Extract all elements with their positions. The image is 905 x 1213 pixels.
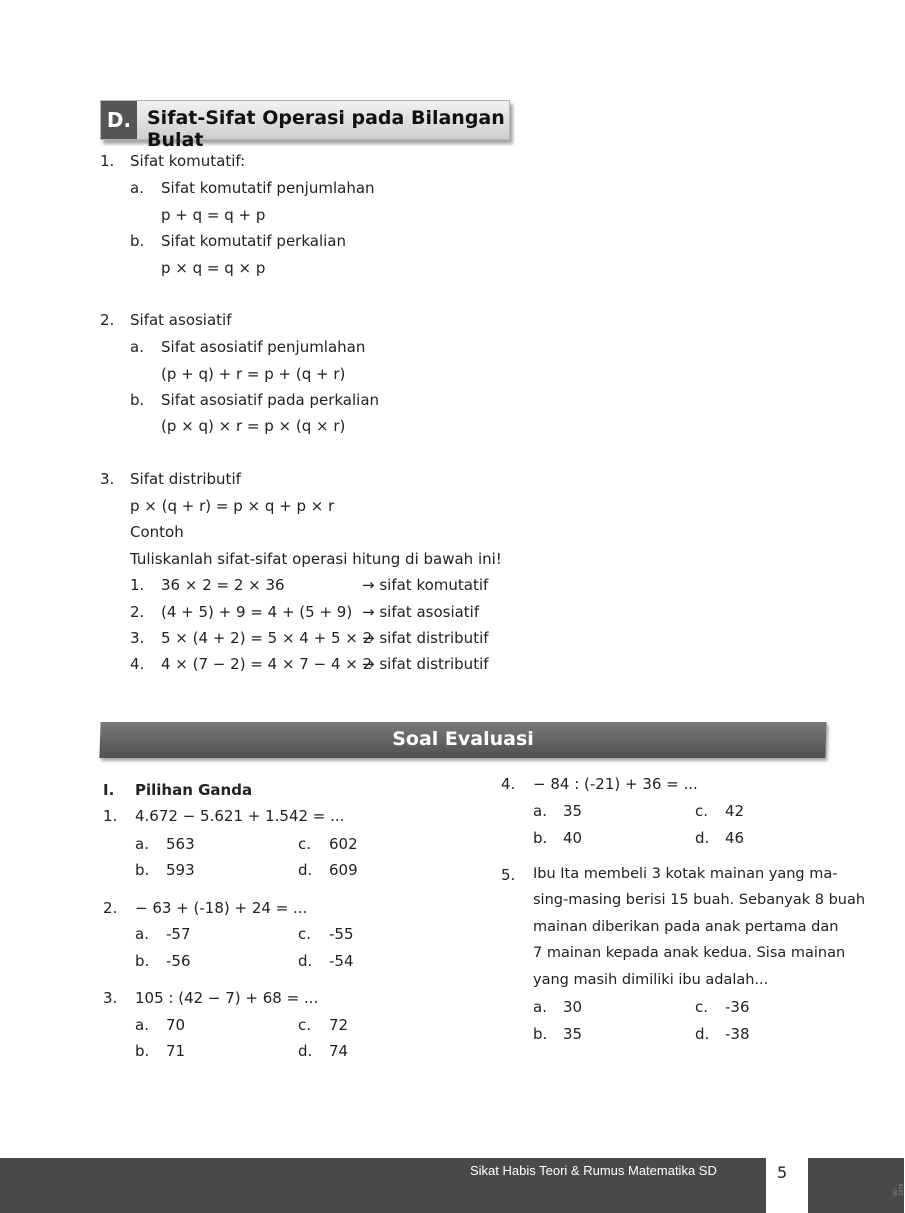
option-value: -55	[329, 925, 354, 943]
prop2-a-letter: a.	[130, 338, 144, 356]
prop1-b-label: Sifat komutatif perkalian	[161, 232, 346, 250]
prop2-label: Sifat asosiatif	[130, 311, 232, 329]
prop2-b-formula: (p × q) × r = p × (q × r)	[161, 417, 346, 435]
option-letter: c.	[298, 835, 312, 853]
option-letter: b.	[135, 861, 150, 879]
option-letter: d.	[695, 829, 710, 847]
option-value: 70	[166, 1016, 186, 1034]
part-title: Pilihan Ganda	[135, 781, 253, 799]
example-result: → sifat komutatif	[362, 576, 489, 594]
example-expression: 4 × (7 − 2) = 4 × 7 − 4 × 2	[161, 655, 373, 673]
option-value: 602	[329, 835, 358, 853]
question-number: 2.	[103, 899, 118, 917]
option-value: -54	[329, 952, 354, 970]
option-value: 609	[329, 861, 358, 879]
question-number: 4.	[501, 775, 516, 793]
option-letter: c.	[298, 925, 312, 943]
option-letter: a.	[533, 998, 547, 1016]
example-result: → sifat distributif	[362, 629, 489, 647]
prop2-b-letter: b.	[130, 391, 145, 409]
prop1-b-letter: b.	[130, 232, 145, 250]
option-value: -38	[725, 1025, 750, 1043]
option-letter: a.	[135, 1016, 149, 1034]
evaluation-title: Soal Evaluasi	[392, 728, 534, 750]
option-value: -36	[725, 998, 750, 1016]
question-number: 3.	[103, 989, 118, 1007]
section-letter: D.	[101, 101, 137, 139]
option-value: -56	[166, 952, 191, 970]
option-letter: c.	[298, 1016, 312, 1034]
option-value: 35	[563, 1025, 583, 1043]
prop1-label: Sifat komutatif:	[130, 152, 246, 170]
option-value: 71	[166, 1042, 186, 1060]
option-letter: a.	[533, 802, 547, 820]
question-number: 1.	[103, 807, 118, 825]
option-value: 46	[725, 829, 745, 847]
question-text: − 84 : (-21) + 36 = ...	[533, 775, 698, 793]
prop2-number: 2.	[100, 311, 115, 329]
section-header	[100, 100, 510, 151]
option-letter: c.	[695, 998, 709, 1016]
question-text: 105 : (42 − 7) + 68 = ...	[135, 989, 319, 1007]
option-letter: d.	[298, 952, 313, 970]
question-text: − 63 + (-18) + 24 = ...	[135, 899, 308, 917]
example-result: → sifat distributif	[362, 655, 489, 673]
option-value: -57	[166, 925, 191, 943]
print-code: 00-1578	[893, 1183, 905, 1196]
option-value: 35	[563, 802, 583, 820]
option-letter: c.	[695, 802, 709, 820]
option-letter: d.	[298, 861, 313, 879]
option-letter: b.	[533, 1025, 548, 1043]
option-value: 30	[563, 998, 583, 1016]
example-expression: 5 × (4 + 2) = 5 × 4 + 5 × 2	[161, 629, 373, 647]
page-number: 5	[777, 1163, 788, 1182]
prop1-a-label: Sifat komutatif penjumlahan	[161, 179, 375, 197]
part-number: I.	[103, 781, 115, 799]
prop1-number: 1.	[100, 152, 115, 170]
example-expression: 36 × 2 = 2 × 36	[161, 576, 285, 594]
option-letter: d.	[298, 1042, 313, 1060]
option-value: 593	[166, 861, 195, 879]
option-value: 42	[725, 802, 745, 820]
question-line: sing-masing berisi 15 buah. Sebanyak 8 buah	[533, 892, 866, 908]
section-title: Sifat-Sifat Operasi pada Bilangan Bulat	[147, 107, 505, 151]
question-line: mainan diberikan pada anak pertama dan	[533, 919, 839, 935]
prop1-b-formula: p × q = q × p	[161, 259, 266, 277]
prop2-a-label: Sifat asosiatif penjumlahan	[161, 338, 366, 356]
option-value: 74	[329, 1042, 349, 1060]
option-letter: b.	[135, 1042, 150, 1060]
option-value: 563	[166, 835, 195, 853]
prop3-number: 3.	[100, 470, 115, 488]
prop3-label: Sifat distributif	[130, 470, 241, 488]
option-value: 40	[563, 829, 583, 847]
option-letter: b.	[533, 829, 548, 847]
example-number: 3.	[130, 629, 145, 647]
prop1-a-letter: a.	[130, 179, 144, 197]
question-number: 5.	[501, 866, 516, 884]
prop3-contoh: Contoh	[130, 523, 184, 541]
question-line: 7 mainan kepada anak kedua. Sisa mainan	[533, 945, 846, 961]
example-expression: (4 + 5) + 9 = 4 + (5 + 9)	[161, 603, 353, 621]
prop1-a-formula: p + q = q + p	[161, 206, 266, 224]
prop2-a-formula: (p + q) + r = p + (q + r)	[161, 365, 346, 383]
question-text: 4.672 − 5.621 + 1.542 = ...	[135, 807, 345, 825]
question-line: yang masih dimiliki ibu adalah...	[533, 972, 769, 988]
option-letter: a.	[135, 835, 149, 853]
example-result: → sifat asosiatif	[362, 603, 480, 621]
option-letter: d.	[695, 1025, 710, 1043]
prop3-instruction: Tuliskanlah sifat-sifat operasi hitung di bawah ini!	[130, 550, 502, 568]
example-number: 2.	[130, 603, 145, 621]
example-number: 1.	[130, 576, 145, 594]
example-number: 4.	[130, 655, 145, 673]
question-line: Ibu Ita membeli 3 kotak mainan yang ma-	[533, 866, 838, 882]
option-letter: a.	[135, 925, 149, 943]
option-value: 72	[329, 1016, 349, 1034]
footer-bar-right	[808, 1158, 904, 1213]
book-title: Sikat Habis Teori & Rumus Matematika SD	[470, 1163, 717, 1178]
prop3-formula: p × (q + r) = p × q + p × r	[130, 497, 335, 515]
prop2-b-label: Sifat asosiatif pada perkalian	[161, 391, 380, 409]
option-letter: b.	[135, 952, 150, 970]
